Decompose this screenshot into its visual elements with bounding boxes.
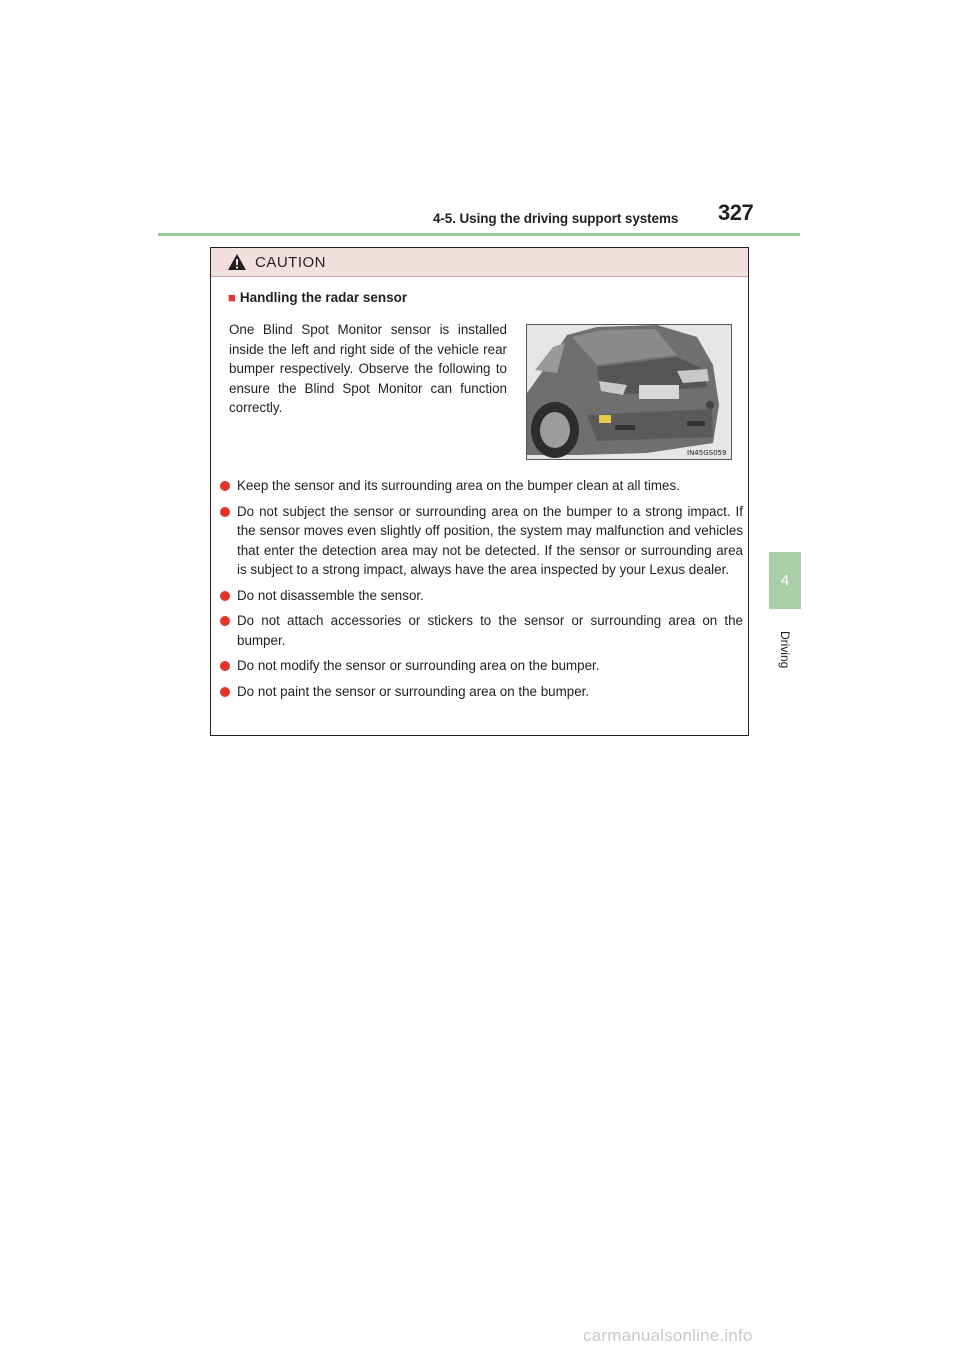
caution-box — [210, 247, 749, 736]
bullet-dot-icon — [220, 481, 230, 491]
car-rear-drawing — [527, 325, 731, 459]
car-rear-illustration — [526, 324, 732, 460]
chapter-number: 4 — [780, 572, 790, 589]
list-item: Do not subject the sensor or surrounding area on the bumper to a strong impact. If the sensor moves even slightly off position, the system may malfunction and vehicles that enter the detection area may not be detected. If the sensor or surrounding area is subject to a strong impact, always have the area inspected by your Lexus dealer. — [220, 502, 743, 580]
figure-code: IN45GS059 — [687, 449, 727, 457]
bullet-dot-icon — [220, 661, 230, 671]
header-rule — [158, 233, 800, 236]
list-item: Do not paint the sensor or surrounding area on the bumper. — [220, 682, 743, 702]
heading-text: Handling the radar sensor — [239, 290, 408, 305]
caution-label: CAUTION — [255, 253, 326, 271]
section-heading — [228, 290, 407, 305]
section-title: 4-5. Using the driving support systems — [433, 211, 679, 226]
square-bullet-icon: ■ — [228, 290, 236, 305]
list-item: Do not disassemble the sensor. — [220, 586, 743, 606]
bullet-dot-icon — [220, 507, 230, 517]
chapter-label: Driving — [778, 631, 792, 669]
bullet-dot-icon — [220, 687, 230, 697]
bullet-dot-icon — [220, 616, 230, 626]
precaution-list — [220, 476, 743, 707]
watermark: carmanualsonline.info — [583, 1326, 753, 1345]
bullet-dot-icon — [220, 591, 230, 601]
list-item: Do not modify the sensor or surrounding area on the bumper. — [220, 656, 743, 676]
warning-icon — [227, 253, 247, 271]
chapter-tab — [769, 552, 801, 609]
page-number: 327 — [718, 200, 754, 225]
intro-paragraph: One Blind Spot Monitor sensor is installed inside the left and right side of the vehicle rear bumper respectively. Observe the following to ensure the Blind Spot Monitor can function correctly. — [229, 322, 507, 415]
list-item: Keep the sensor and its surrounding area on the bumper clean at all times. — [220, 476, 743, 496]
list-item: Do not attach accessories or stickers to the sensor or surrounding area on the bumper. — [220, 611, 743, 650]
caution-header — [211, 248, 748, 277]
